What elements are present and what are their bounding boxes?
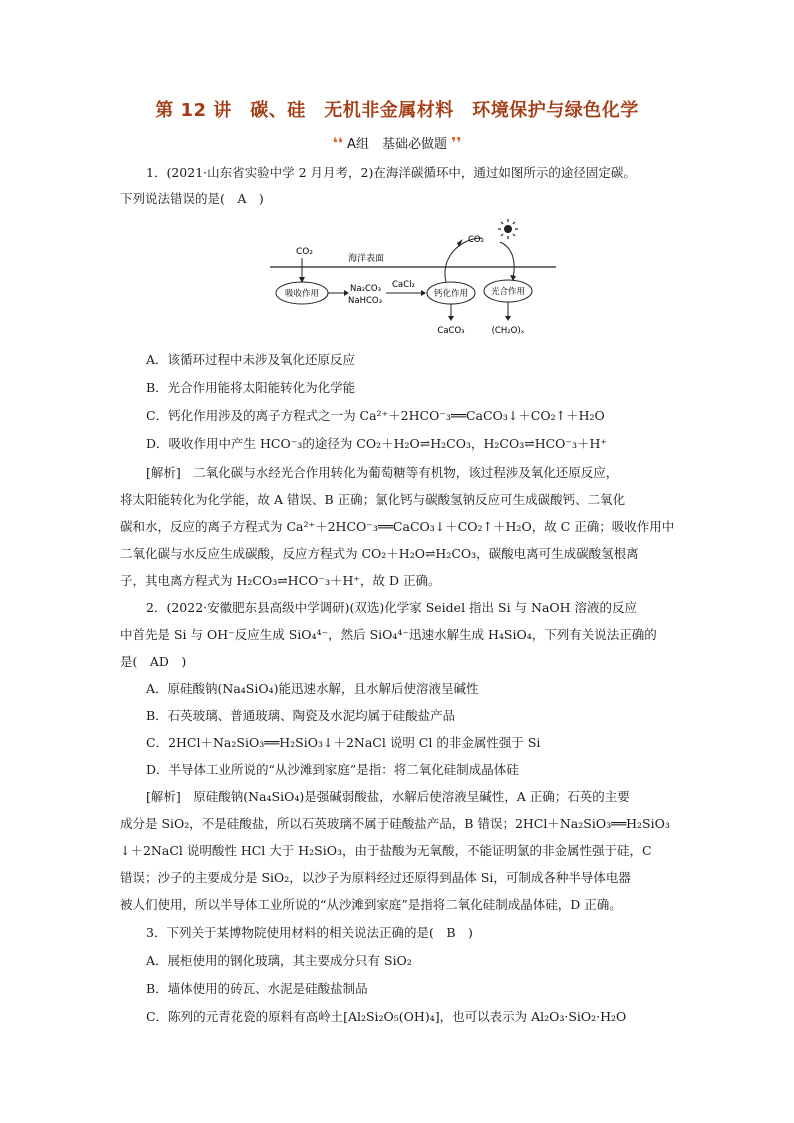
calcify-label: 钙化作用 [433, 289, 469, 299]
page-title: 第 12 讲 碳、硅 无机非金属材料 环境保护与绿色化学 [155, 100, 639, 121]
co2-input-label: CO₂ [296, 247, 313, 257]
q3-option-a: A．展柜使用的钢化玻璃，其主要成分只有 SiO₂ [146, 953, 412, 968]
q2-stem-line3: 是( AD ) [120, 654, 187, 669]
q1-analysis-line4: 二氧化碳与水反应生成碳酸，反应方程式为 CO₂＋H₂O⇌H₂CO₃，碳酸电离可生成碳酸氢根离 [120, 546, 639, 561]
q2-option-d: D．半导体工业所说的“从沙滩到家庭”是指：将二氧化硅制成晶体硅 [146, 762, 519, 777]
q3-option-b: B．墙体使用的砖瓦、水泥是硅酸盐制品 [146, 981, 368, 996]
q1-option-a: A．该循环过程中未涉及氧化还原反应 [146, 352, 356, 367]
q2-stem-line2: 中首先是 Si 与 OH⁻反应生成 SiO₄⁴⁻，然后 SiO₄⁴⁻迅速水解生成 H₄SiO₄，下列有关说法正确的 [120, 627, 657, 642]
caco3-label: CaCO₃ [437, 326, 465, 336]
q1-analysis-line2: 将太阳能转化为化学能，故 A 错误、B 正确；氯化钙与碳酸氢钠反应可生成碳酸钙、二氧化 [120, 492, 626, 507]
q1-stem-line1: 1．(2021·山东省实验中学 2 月月考，2)在海洋碳循环中，通过如图所示的途径固定碳。 [146, 165, 636, 180]
section-label [0, 133, 794, 152]
ch2o-label: (CH₂O)ₓ [491, 326, 525, 336]
photo-label: 光合作用 [490, 287, 526, 297]
q1-option-b: B．光合作用能将太阳能转化为化学能 [146, 380, 356, 395]
close-quote-icon: ❜❜ [451, 134, 462, 152]
carbon-cycle-diagram [268, 218, 558, 348]
open-quote-icon: ❛❛ [332, 134, 343, 152]
co2-top-label: CO₂ [468, 235, 485, 245]
na2co3-label: Na₂CO₃ [350, 284, 382, 294]
salts-to-calcify-arrowhead [421, 290, 426, 296]
q2-analysis-line3: ↓＋2NaCl 说明酸性 HCl 大于 H₂SiO₃，由于盐酸为无氧酸，不能证明氯的非金属性强于硅，C [120, 843, 652, 858]
q2-option-c: C．2HCl＋Na₂SiO₃══H₂SiO₃↓＋2NaCl 说明 Cl 的非金属性强于 Si [146, 735, 541, 750]
co2-uptake-curve [500, 242, 514, 278]
sun-icon [498, 219, 518, 239]
q2-option-b: B．石英玻璃、普通玻璃、陶瓷及水泥均属于硅酸盐产品 [146, 708, 456, 723]
q1-analysis-line3: 碳和水，反应的离子方程式为 Ca²⁺＋2HCO⁻₃══CaCO₃↓＋CO₂↑＋H₂O，故 C 正确；吸收作用中 [120, 519, 675, 534]
calcify-down-arrowhead [448, 316, 454, 321]
q2-analysis-line1: [解析] 原硅酸钠(Na₄SiO₄)是强碱弱酸盐，水解后使溶液呈碱性，A 正确；石英的主要 [146, 789, 630, 804]
section-label-text: A组 基础必做题 [347, 137, 447, 152]
q2-analysis-line2: 成分是 SiO₂，不是硅酸盐，所以石英玻璃不属于硅酸盐产品，B 错误；2HCl＋Na₂SiO₃══H₂SiO₃ [120, 816, 670, 831]
sea-surface-label: 海洋表面 [348, 254, 385, 264]
q2-analysis-line4: 错误；沙子的主要成分是 SiO₂，以沙子为原料经过还原得到晶体 Si，可制成各种半导体电器 [120, 870, 631, 885]
photo-down-arrowhead [505, 316, 511, 321]
q1-option-d: D．吸收作用中产生 HCO⁻₃的途径为 CO₂＋H₂O⇌H₂CO₃，H₂CO₃⇌HCO⁻₃＋H⁺ [146, 436, 608, 451]
q3-stem: 3．下列关于某博物院使用材料的相关说法正确的是( B ) [146, 925, 473, 940]
q1-stem-line2: 下列说法错误的是( A ) [120, 191, 264, 206]
q2-stem-line1: 2．(2022·安徽肥东县高级中学调研)(双选)化学家 Seidel 指出 Si 与 NaOH 溶液的反应 [146, 600, 638, 615]
nahco3-label: NaHCO₃ [348, 296, 382, 306]
q3-option-c: C．陈列的元青花瓷的原料有高岭土[Al₂Si₂O₅(OH)₄]，也可以表示为 Al₂O₃·SiO₂·H₂O [146, 1009, 627, 1024]
q1-analysis-line5: 子，其电离方程式为 H₂CO₃⇌HCO⁻₃＋H⁺，故 D 正确。 [120, 573, 441, 588]
q1-analysis-line1: [解析] 二氧化碳与水经光合作用转化为葡萄糖等有机物，该过程涉及氧化还原反应， [146, 465, 619, 480]
cacl2-label: CaCl₂ [392, 280, 415, 290]
q2-analysis-line5: 被人们使用，所以半导体工业所说的“从沙滩到家庭”是指将二氧化硅制成晶体硅，D 正确。 [120, 897, 622, 912]
absorb-label: 吸收作用 [284, 289, 320, 299]
q2-option-a: A．原硅酸钠(Na₄SiO₄)能迅速水解，且水解后使溶液呈碱性 [146, 681, 479, 696]
q1-option-c: C．钙化作用涉及的离子方程式之一为 Ca²⁺＋2HCO⁻₃══CaCO₃↓＋CO₂↑＋H₂O [146, 408, 605, 423]
